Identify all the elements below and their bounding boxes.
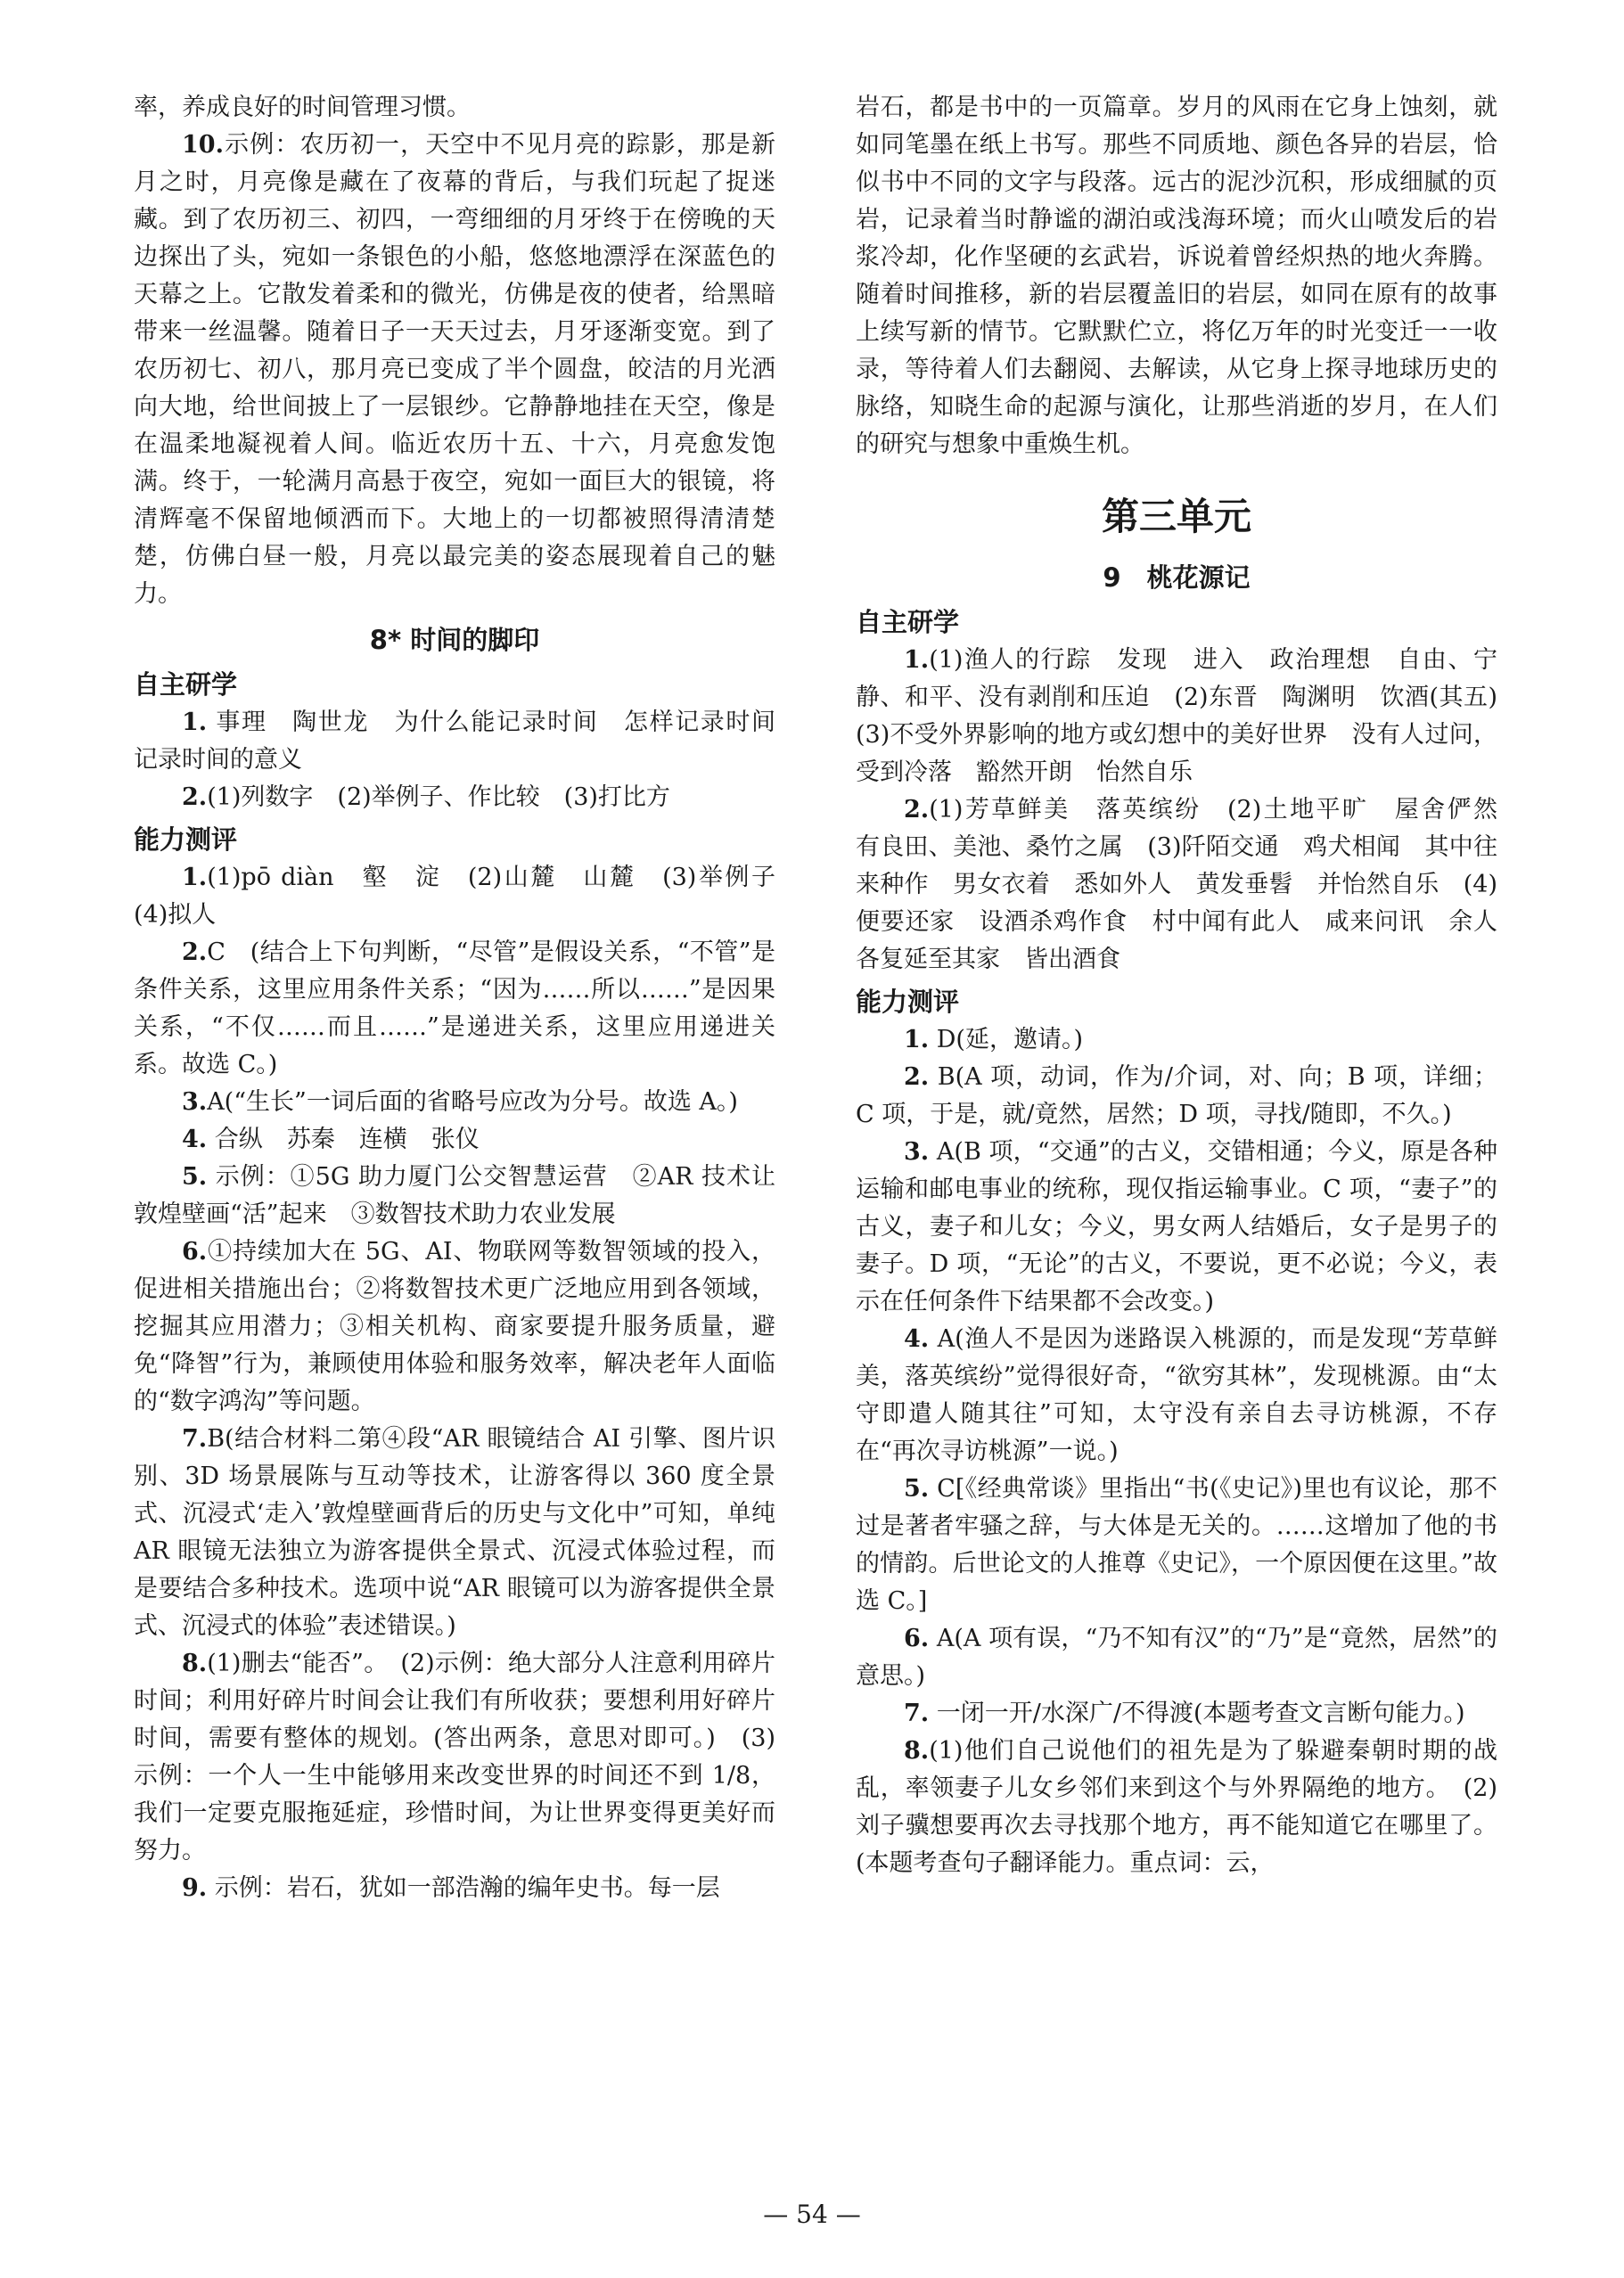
right-column — [856, 89, 1521, 2210]
question-text: (1)列数字 (2)举例子、作比较 (3)打比方 — [207, 783, 670, 811]
unit-title: 第三单元 — [1101, 495, 1251, 538]
ability-q2 — [134, 934, 775, 1084]
question-10 — [134, 127, 775, 613]
question-number: 1. — [182, 864, 208, 891]
question-number: 10. — [182, 131, 224, 159]
ability-q6 — [856, 1620, 1497, 1695]
question-text: ①持续加大在 5G、AI、物联网等数智领域的投入，促进相关措施出台；②将数智技术更广泛地应用到各领域，挖掘其应用潜力；③相关机构、商家要提升服务质量，避免“降智”行为，兼顾使用体验和服务效率，解决老年人面临的“数字鸿沟”等问题。 — [134, 1238, 775, 1415]
ability-q8 — [856, 1733, 1497, 1882]
question-text: (1)pō diàn 壑 淀 (2)山麓 山麓 (3)举例子 (4)拟人 — [134, 864, 800, 929]
ability-q5 — [856, 1471, 1497, 1620]
question-number: 2. — [904, 1063, 930, 1091]
question-text: (1)删去“能否”。 (2)示例：绝大部分人注意利用碎片时间；利用好碎片时间会让我们有所收获；要想利用好碎片时间，需要有整体的规划。(答出两条，意思对即可。) (3)示例：一个人一生中能够用来改变世界的时间还不到 1/8，我们一定要克服拖延症，珍惜时间，为让世界变得更美好而努力。 — [134, 1650, 775, 1864]
question-number: 8. — [182, 1650, 208, 1677]
question-text: 一闭一开/水深广/不得渡(本题考查文言断句能力。) — [936, 1700, 1465, 1727]
question-text: D(延，邀请。) — [936, 1026, 1083, 1053]
question-number: 6. — [904, 1625, 930, 1652]
ability-q5 — [134, 1159, 775, 1233]
ability-q1 — [134, 859, 800, 934]
left-column — [134, 89, 800, 2210]
question-text: (1)芳草鲜美 落英缤纷 (2)土地平旷 屋舍俨然 有良田、美池、桑竹之属 (3)阡陌交通 鸡犬相闻 其中往来种作 男女衣着 悉如外人 黄发垂髫 并怡然自乐 (4)便要还家 设酒杀鸡作食 村中闻有此人 咸来问讯 余人各复延至其家 皆出酒食 — [856, 796, 1521, 973]
question-number: 1. — [904, 1026, 930, 1053]
question-text: A(渔人不是因为迷路误入桃源的，而是发现“芳草鲜美，落英缤纷”觉得很好奇，“欲穷其林”，发现桃源。由“太守即遣人随其往”可知，太守没有亲自去寻访桃源，不存在“再次寻访桃源”一说。) — [856, 1325, 1497, 1465]
question-number: 7. — [182, 1425, 208, 1453]
ability-q3 — [856, 1134, 1497, 1321]
ability-q7 — [856, 1695, 1497, 1733]
section-heading-self-study: 自主研学 — [134, 669, 238, 700]
self-study-q2 — [856, 791, 1521, 979]
ability-q7 — [134, 1421, 775, 1645]
question-text: 合纵 苏秦 连横 张仪 — [214, 1126, 480, 1153]
question-number: 1. — [182, 709, 208, 736]
question-number: 2. — [182, 783, 208, 811]
question-text: A(A 项有误，“乃不知有汉”的“乃”是“竟然，居然”的意思。) — [856, 1625, 1497, 1690]
question-number: 3. — [904, 1138, 930, 1166]
question-number: 2. — [182, 938, 208, 966]
question-number: 6. — [182, 1238, 208, 1266]
self-study-q1 — [856, 642, 1521, 791]
continued-paragraph: 岩石，都是书中的一页篇章。岁月的风雨在它身上蚀刻，就如同笔墨在纸上书写。那些不同质地、颜色各异的岩层，恰似书中不同的文字与段落。远古的泥沙沉积，形成细腻的页岩，记录着当时静谧的湖泊或浅海环境；而火山喷发后的岩浆冷却，化作坚硬的玄武岩，诉说着曾经炽热的地火奔腾。随着时间推移，新的岩层覆盖旧的岩层，如同在原有的故事上续写新的情节。它默默伫立，将亿万年的时光变迁一一收录，等待着人们去翻阅、去解读，从它身上探寻地球历史的脉络，知晓生命的起源与演化，让那些消逝的岁月，在人们的研究与想象中重焕生机。 — [856, 94, 1497, 458]
question-number: 2. — [904, 796, 930, 824]
ability-q4 — [134, 1121, 775, 1159]
question-number: 9. — [182, 1874, 208, 1902]
question-number: 3. — [182, 1088, 208, 1116]
question-number: 7. — [904, 1700, 930, 1727]
lesson-8-title: 8* 时间的脚印 — [369, 625, 540, 655]
question-number: 4. — [182, 1126, 208, 1153]
question-text: (1)他们自己说他们的祖先是为了躲避秦朝时期的战乱，率领妻子儿女乡邻们来到这个与外界隔绝的地方。 (2)刘子骥想要再次去寻找那个地方，再不能知道它在哪里了。(本题考查句子翻译能力。重点词：云， — [856, 1737, 1497, 1877]
ability-q1 — [856, 1021, 1497, 1059]
question-text: B(结合材料二第④段“AR 眼镜结合 AI 引擎、图片识别、3D 场景展陈与互动等技术，让游客得以 360 度全景式、沉浸式‘走入’敦煌壁画背后的历史与文化中”可知，单纯 AR 眼镜无法独立为游客提供全景式、沉浸式体验过程，而是要结合多种技术。选项中说“AR 眼镜可以为游客提供全景式、沉浸式的体验”表述错误。) — [134, 1425, 775, 1640]
question-text: 示例：岩石，犹如一部浩瀚的编年史书。每一层 — [214, 1874, 720, 1902]
page-body — [134, 89, 1521, 2210]
ability-q3 — [134, 1084, 775, 1121]
question-number: 5. — [904, 1475, 930, 1503]
question-text: C (结合上下句判断，“尽管”是假设关系，“不管”是条件关系，这里应用条件关系；“因为……所以……”是因果关系，“不仅……而且……”是递进关系，这里应用递进关系。故选 C。) — [134, 938, 775, 1078]
question-text: (1)渔人的行踪 发现 进入 政治理想 自由、宁静、和平、没有剥削和压迫 (2)东晋 陶渊明 饮酒(其五) (3)不受外界影响的地方或幻想中的美好世界 没有人过问，受到冷落 豁然开朗 怡然自乐 — [856, 646, 1521, 786]
section-heading-self-study: 自主研学 — [856, 607, 960, 637]
ability-q9 — [134, 1870, 775, 1907]
ability-q4 — [856, 1321, 1497, 1471]
question-number: 5. — [182, 1163, 208, 1191]
question-text: B(A 项，动词，作为/介词，对、向；B 项，详细；C 项，于是，就/竟然，居然；D 项，寻找/随即，不久。) — [856, 1063, 1497, 1128]
question-text: 事理 陶世龙 为什么能记录时间 怎样记录时间 记录时间的意义 — [134, 709, 800, 774]
question-number: 8. — [904, 1737, 930, 1765]
question-number: 4. — [904, 1325, 930, 1353]
lesson-9-title: 9 桃花源记 — [1103, 562, 1251, 593]
section-heading-ability-test: 能力测评 — [856, 987, 960, 1017]
question-number: 1. — [904, 646, 930, 674]
page-number: — 54 — — [763, 2200, 861, 2229]
question-text: 示例：①5G 助力厦门公交智慧运营 ②AR 技术让敦煌壁画“活”起来 ③数智技术助力农业发展 — [134, 1163, 775, 1228]
self-study-q1 — [134, 704, 800, 779]
intro-paragraph: 率，养成良好的时间管理习惯。 — [134, 94, 471, 121]
question-text: 示例：农历初一，天空中不见月亮的踪影，那是新月之时，月亮像是藏在了夜幕的背后，与我们玩起了捉迷藏。到了农历初三、初四，一弯细细的月牙终于在傍晚的天边探出了头，宛如一条银色的小船，悠悠地漂浮在深蓝色的天幕之上。它散发着柔和的微光，仿佛是夜的使者，给黑暗带来一丝温馨。随着日子一天天过去，月牙逐渐变宽。到了农历初七、初八，那月亮已变成了半个圆盘，皎洁的月光洒向大地，给世间披上了一层银纱。它静静地挂在天空，像是在温柔地凝视着人间。临近农历十五、十六，月亮愈发饱满。终于，一轮满月高悬于夜空，宛如一面巨大的银镜，将清辉毫不保留地倾洒而下。大地上的一切都被照得清清楚楚，仿佛白昼一般，月亮以最完美的姿态展现着自己的魅力。 — [134, 131, 775, 608]
ability-q2 — [856, 1059, 1497, 1134]
section-heading-ability-test: 能力测评 — [134, 824, 238, 855]
question-text: A(“生长”一词后面的省略号应改为分号。故选 A。) — [207, 1088, 738, 1116]
ability-q8 — [134, 1645, 775, 1870]
self-study-q2 — [134, 779, 775, 816]
question-text: C[《经典常谈》里指出“书(《史记》)里也有议论，那不过是著者牢骚之辞，与大体是无关的。……这增加了他的书的情韵。后世论文的人推尊《史记》，一个原因便在这里。”故选 C。] — [856, 1475, 1498, 1615]
question-text: A(B 项，“交通”的古义，交错相通；今义，原是各种运输和邮电事业的统称，现仅指运输事业。C 项，“妻子”的古义，妻子和儿女；今义，男女两人结婚后，女子是男子的妻子。D 项，“无论”的古义，不要说，更不必说；今义，表示在任何条件下结果都不会改变。) — [856, 1138, 1498, 1315]
ability-q6 — [134, 1233, 775, 1421]
